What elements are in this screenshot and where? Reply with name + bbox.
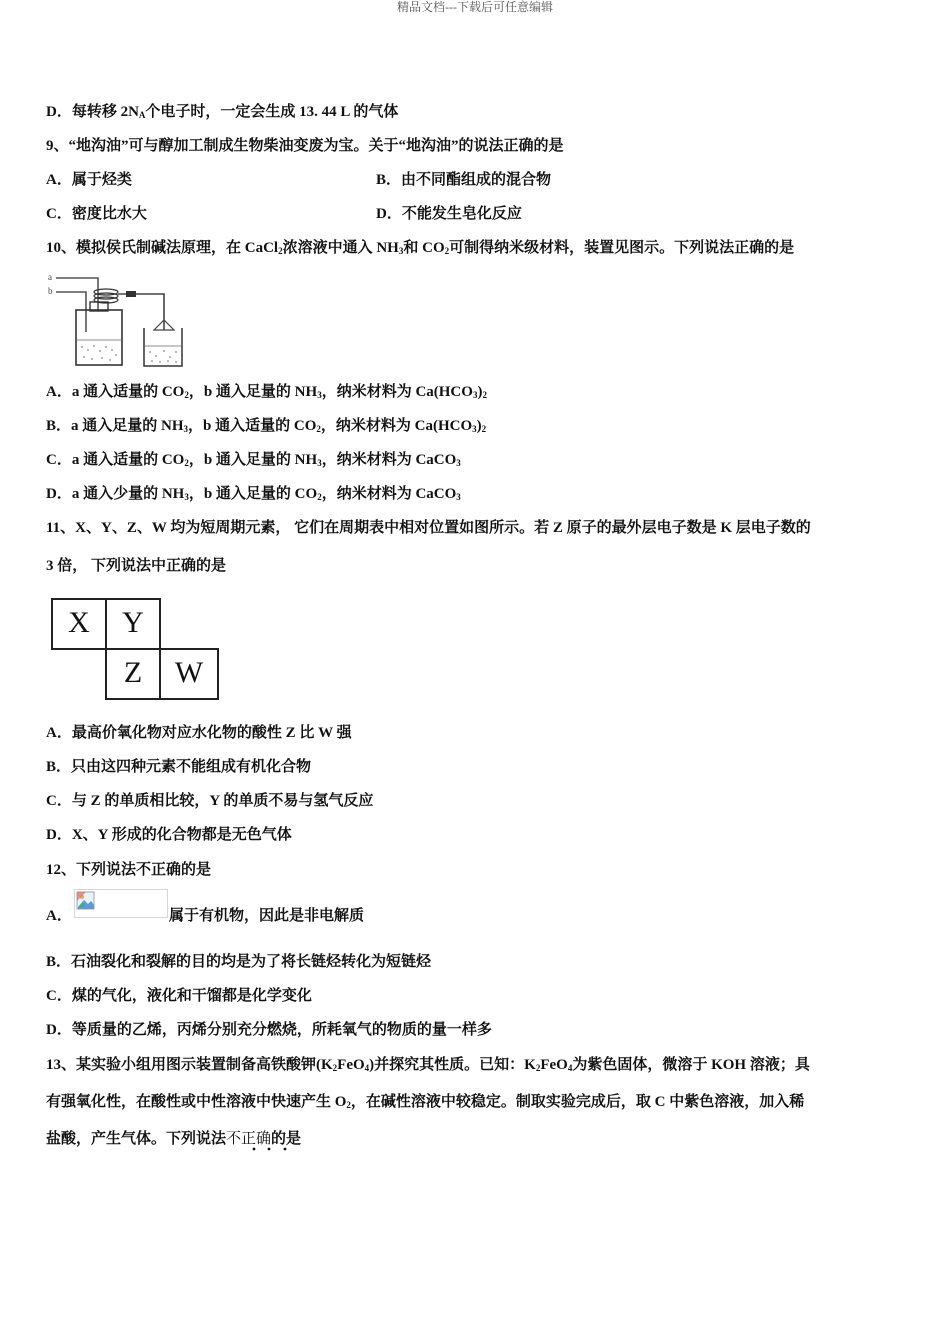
q13-line3: 盐酸，产生气体。下列说法不正确的是 — [46, 1131, 302, 1147]
q10-option-d: D．a 通入少量的 $NH_3$，b 通入足量的 $CO_2$，纳米材料为 CaCO$_3$ — [46, 486, 461, 502]
q10-option-b: B．a 通入足量的 $NH_3$，b 通入适量的 $CO_2$，纳米材料为 $Ca(HCO_3)_2$ — [46, 418, 487, 434]
q10-option-c: C．a 通入适量的 $CO_2$，b 通入足量的 $NH_3$，纳米材料为 CaCO$_3$ — [46, 452, 461, 468]
periodic-cell-x: X — [51, 598, 107, 650]
emphasis-dots — [250, 1146, 300, 1152]
q10-option-a: A．a 通入适量的 $CO_2$，b 通入足量的 $NH_3$，纳米材料为 $Ca(HCO_3)_2$ — [46, 384, 487, 400]
q12-option-c: C．煤的气化，液化和干馏都是化学变化 — [46, 988, 312, 1004]
q13-line1: 13、某实验小组用图示装置制备高铁酸钾$(K_2FeO_4)$并探究其性质。已知：$K_2FeO_4$为紫色固体，微溶于 KOH 溶液；具 — [46, 1057, 810, 1073]
tube-b-label: b — [48, 286, 53, 296]
emphasis-not-correct: 不正确 — [226, 1131, 272, 1147]
q11-option-b: B．只由这四种元素不能组成有机化合物 — [46, 759, 312, 775]
broken-image-icon — [76, 891, 96, 911]
q11-stem-line2: 3 倍， 下列说法中正确的是 — [46, 558, 227, 574]
q8-option-d: D．每转移 $2N_A$个电子时，一定会生成 13. 44 L 的气体 — [46, 104, 399, 120]
periodic-cell-z: Z — [105, 648, 161, 700]
broken-image-placeholder — [74, 889, 168, 918]
q9-option-d: D．不能发生皂化反应 — [376, 206, 522, 222]
q13-line2: 有强氧化性，在酸性或中性溶液中快速产生 $O_2$，在碱性溶液中较稳定。制取实验完成后，取 C 中紫色溶液，加入稀 — [46, 1094, 805, 1110]
q9-option-a: A．属于烃类 — [46, 172, 132, 188]
tube-a-label: a — [48, 272, 52, 282]
q11-option-d: D．X、Y 形成的化合物都是无色气体 — [46, 827, 292, 843]
q12-option-a-label: A． — [46, 908, 72, 924]
q12-stem: 12、下列说法不正确的是 — [46, 862, 212, 878]
q12-option-d: D．等质量的乙烯，丙烯分别充分燃烧，所耗氧气的物质的量一样多 — [46, 1022, 492, 1038]
q10-stem: 10、模拟侯氏制碱法原理，在 CaCl$_2$浓溶液中通入 $NH_3$和 $CO_2$可制得纳米级材料，装置见图示。下列说法正确的是 — [46, 240, 795, 256]
apparatus-diagram — [46, 270, 196, 370]
q11-option-c: C．与 Z 的单质相比较，Y 的单质不易与氢气反应 — [46, 793, 374, 809]
q11-stem-line1: 11、X、Y、Z、W 均为短周期元素， 它们在周期表中相对位置如图所示。若 Z 原子的最外层电子数是 K 层电子数的 — [46, 520, 811, 536]
q12-option-a-text: 属于有机物，因此是非电解质 — [169, 908, 365, 924]
periodic-cell-w: W — [159, 648, 219, 700]
q9-option-c: C．密度比水大 — [46, 206, 147, 222]
q9-stem: 9、“地沟油”可与醇加工制成生物柴油变废为宝。关于“地沟油”的说法正确的是 — [46, 138, 564, 154]
periodic-cell-y: Y — [105, 598, 161, 650]
page-header: 精品文档---下载后可任意编辑 — [397, 0, 553, 14]
q11-option-a: A．最高价氧化物对应水化物的酸性 Z 比 W 强 — [46, 725, 352, 741]
q12-option-b: B．石油裂化和裂解的目的均是为了将长链烃转化为短链烃 — [46, 954, 432, 970]
q9-option-b: B．由不同酯组成的混合物 — [376, 172, 552, 188]
